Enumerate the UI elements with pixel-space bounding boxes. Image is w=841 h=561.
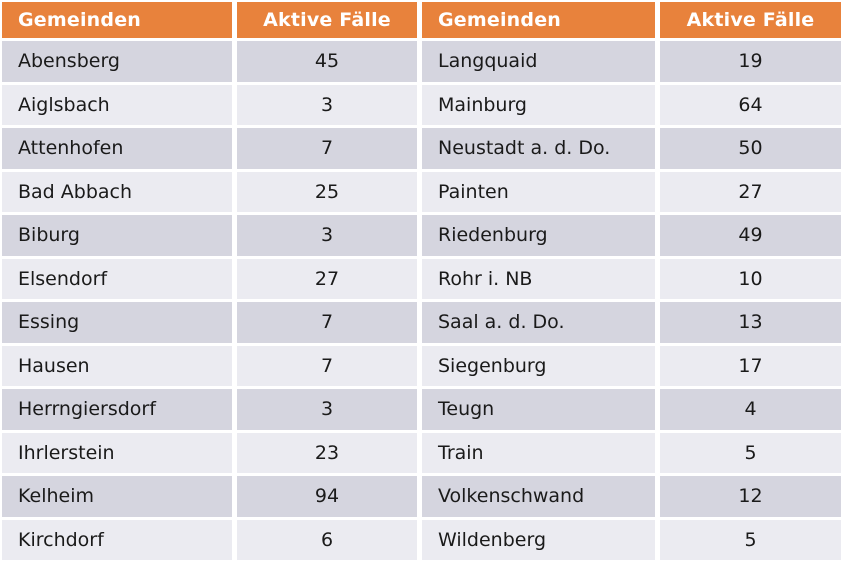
gemeinde-cell: Langquaid bbox=[422, 41, 655, 82]
gemeinde-cell: Volkenschwand bbox=[422, 476, 655, 517]
gemeinde-cell: Kelheim bbox=[2, 476, 232, 517]
faelle-cell: 3 bbox=[237, 389, 417, 430]
gemeinde-cell: Saal a. d. Do. bbox=[422, 302, 655, 343]
column-header-gemeinden-left: Gemeinden bbox=[2, 2, 232, 38]
faelle-cell: 45 bbox=[237, 41, 417, 82]
faelle-cell: 13 bbox=[660, 302, 841, 343]
faelle-cell: 64 bbox=[660, 85, 841, 126]
gemeinde-cell: Aiglsbach bbox=[2, 85, 232, 126]
faelle-cell: 7 bbox=[237, 128, 417, 169]
faelle-cell: 7 bbox=[237, 346, 417, 387]
gemeinde-cell: Biburg bbox=[2, 215, 232, 256]
faelle-cell: 3 bbox=[237, 85, 417, 126]
faelle-cell: 94 bbox=[237, 476, 417, 517]
gemeinde-cell: Herrngiersdorf bbox=[2, 389, 232, 430]
gemeinde-cell: Train bbox=[422, 433, 655, 474]
gemeinde-cell: Bad Abbach bbox=[2, 172, 232, 213]
gemeinde-cell: Essing bbox=[2, 302, 232, 343]
faelle-cell: 25 bbox=[237, 172, 417, 213]
gemeinde-cell: Wildenberg bbox=[422, 520, 655, 561]
column-header-aktive-faelle-left: Aktive Fälle bbox=[237, 2, 417, 38]
gemeinde-cell: Elsendorf bbox=[2, 259, 232, 300]
gemeinde-cell: Siegenburg bbox=[422, 346, 655, 387]
gemeinde-cell: Neustadt a. d. Do. bbox=[422, 128, 655, 169]
faelle-cell: 5 bbox=[660, 520, 841, 561]
faelle-cell: 23 bbox=[237, 433, 417, 474]
gemeinde-cell: Attenhofen bbox=[2, 128, 232, 169]
gemeinde-cell: Hausen bbox=[2, 346, 232, 387]
column-header-gemeinden-right: Gemeinden bbox=[422, 2, 655, 38]
faelle-cell: 49 bbox=[660, 215, 841, 256]
faelle-cell: 50 bbox=[660, 128, 841, 169]
gemeinde-cell: Teugn bbox=[422, 389, 655, 430]
faelle-cell: 10 bbox=[660, 259, 841, 300]
faelle-cell: 19 bbox=[660, 41, 841, 82]
faelle-cell: 6 bbox=[237, 520, 417, 561]
faelle-cell: 12 bbox=[660, 476, 841, 517]
faelle-cell: 17 bbox=[660, 346, 841, 387]
gemeinde-cell: Mainburg bbox=[422, 85, 655, 126]
column-header-aktive-faelle-right: Aktive Fälle bbox=[660, 2, 841, 38]
gemeinde-cell: Rohr i. NB bbox=[422, 259, 655, 300]
faelle-cell: 7 bbox=[237, 302, 417, 343]
faelle-cell: 27 bbox=[237, 259, 417, 300]
faelle-cell: 4 bbox=[660, 389, 841, 430]
gemeinde-cell: Kirchdorf bbox=[2, 520, 232, 561]
gemeinde-cell: Riedenburg bbox=[422, 215, 655, 256]
gemeinde-cell: Painten bbox=[422, 172, 655, 213]
faelle-cell: 3 bbox=[237, 215, 417, 256]
gemeinde-cell: Abensberg bbox=[2, 41, 232, 82]
faelle-cell: 27 bbox=[660, 172, 841, 213]
gemeinde-cell: Ihrlerstein bbox=[2, 433, 232, 474]
faelle-cell: 5 bbox=[660, 433, 841, 474]
